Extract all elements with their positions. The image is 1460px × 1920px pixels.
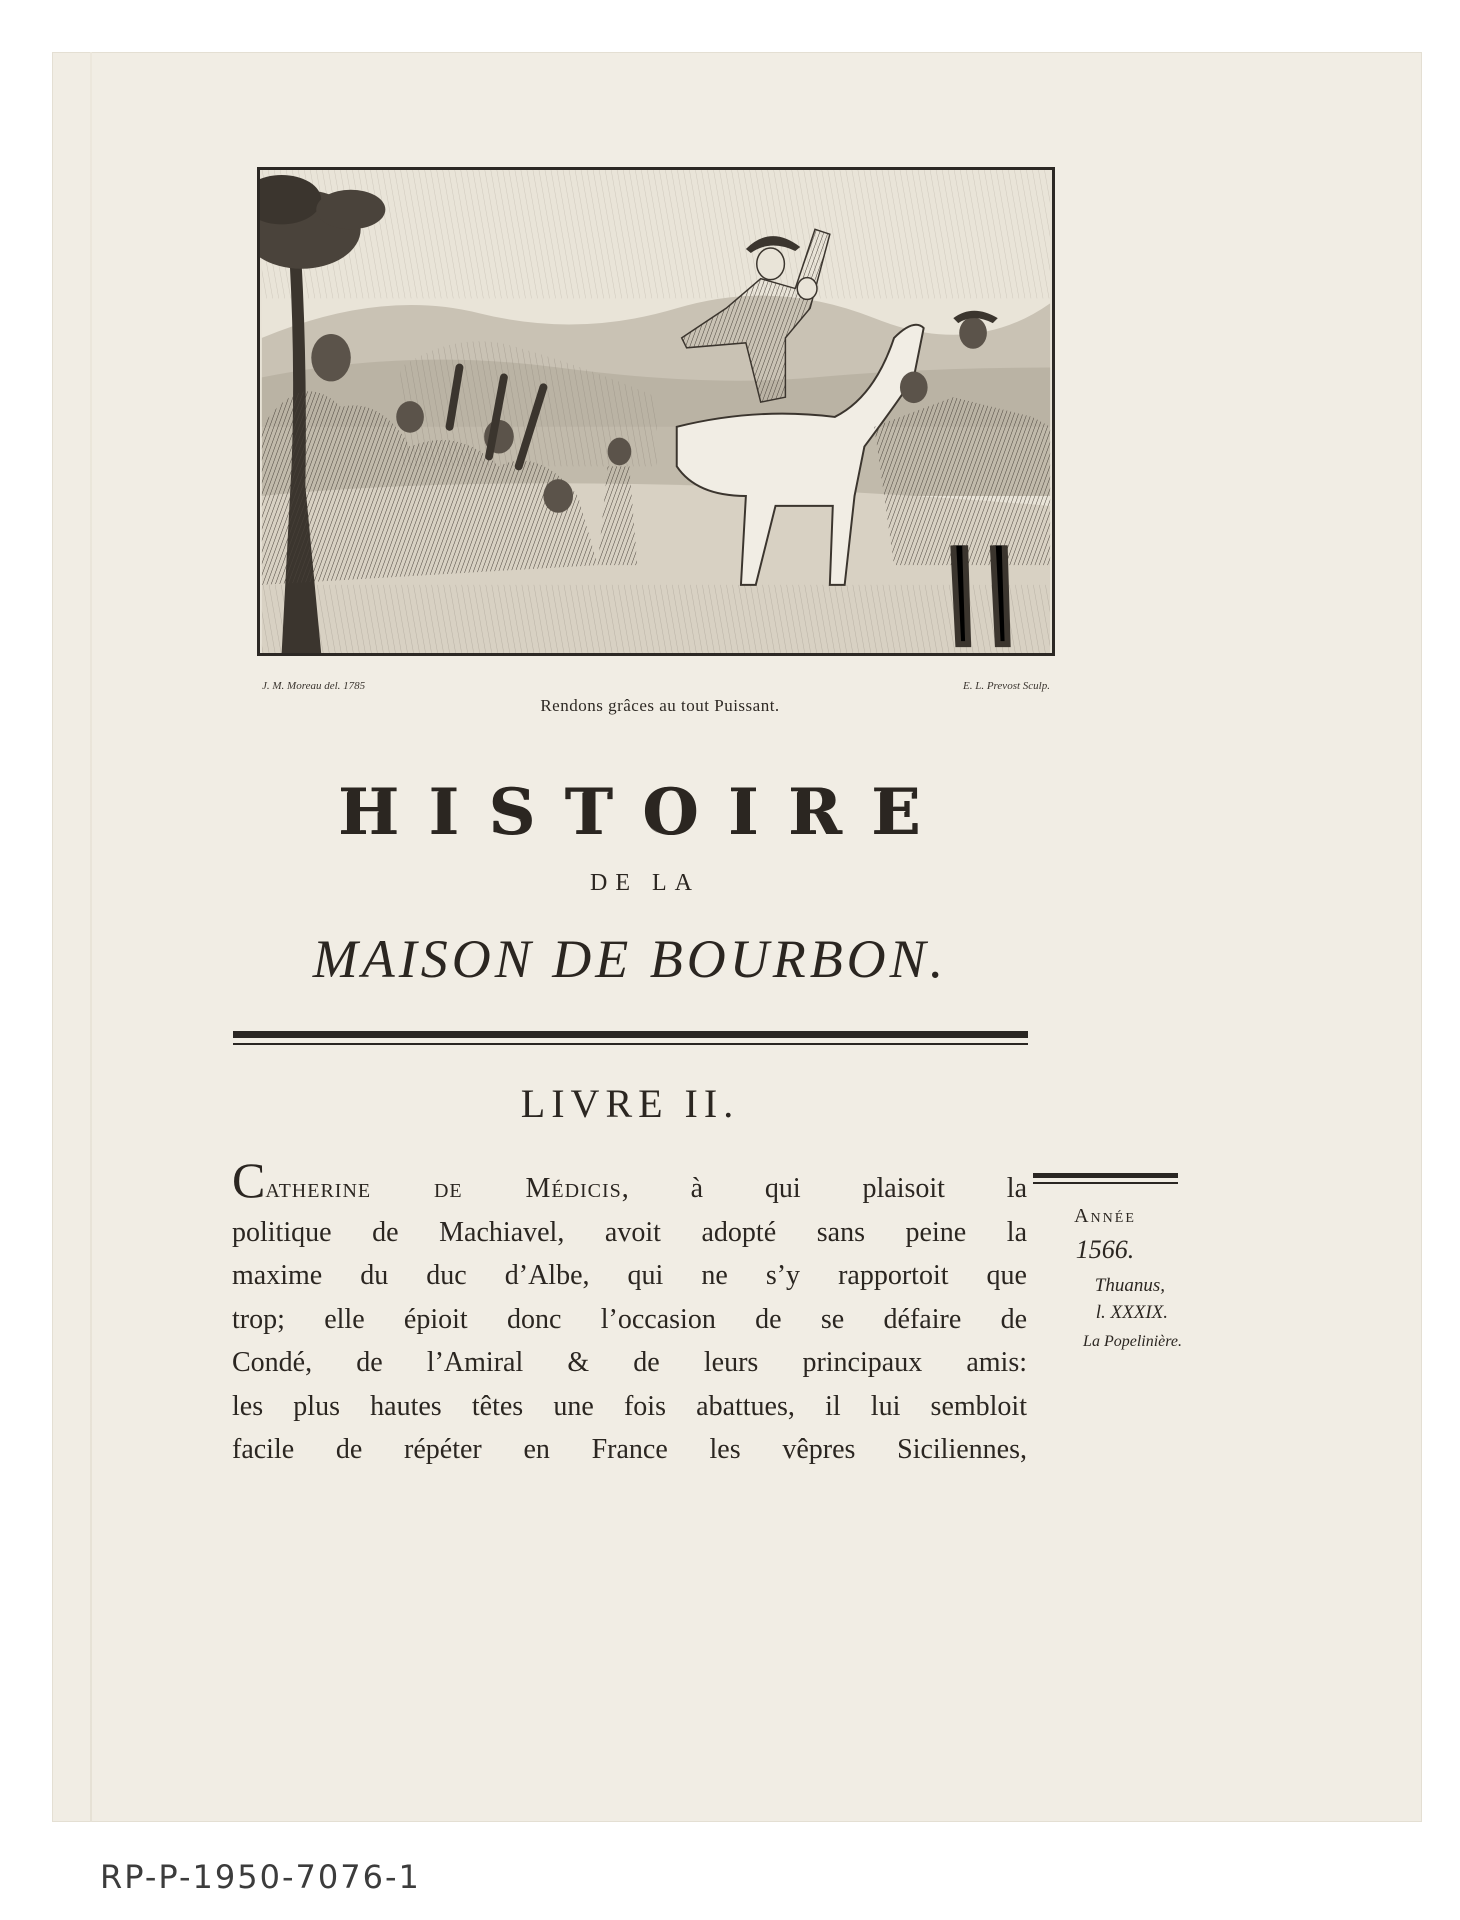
body-line-1-rest: , à qui plaisoit la — [621, 1173, 1027, 1204]
body-line-5: Condé, de l’Amiral & de leurs principaux amis: — [232, 1347, 1027, 1378]
margin-annee: Année — [1074, 1205, 1136, 1227]
drop-cap: C — [232, 1152, 266, 1208]
margin-rule-thick — [1033, 1173, 1178, 1178]
margin-year: 1566. — [1075, 1235, 1135, 1264]
title-maison-de-bourbon: MAISON DE BOURBON. — [312, 929, 948, 989]
body-line-4: trop; elle épioit donc l’occasion de se défaire de — [232, 1303, 1027, 1335]
margin-rule-thin — [1033, 1182, 1178, 1184]
plate-caption: Rendons grâces au tout Puissant. — [540, 696, 780, 715]
body-line-3: maxime du duc d’Albe, qui ne s’y rapportoit que — [232, 1260, 1027, 1291]
engraving-illustration — [260, 170, 1052, 653]
margin-source-popeliniere: La Popelinière. — [1083, 1333, 1182, 1350]
title-rule-thin — [233, 1043, 1028, 1045]
body-line-7: facile de répéter en France les vêpres Siciliennes, — [232, 1434, 1027, 1465]
margin-source-book: l. XXXIX. — [1095, 1302, 1168, 1323]
plate-credit-engraver: E. L. Prevost Sculp. — [963, 680, 1050, 692]
paper-fold — [90, 52, 92, 1822]
title-rule-thick — [233, 1031, 1028, 1038]
engraving-plate — [257, 167, 1055, 656]
body-line-1 — [232, 1152, 1027, 1211]
body-line-6: les plus hautes têtes une fois abattues, il lui sembloit — [232, 1390, 1027, 1422]
body-paragraph — [232, 1152, 1027, 1472]
title-histoire: HISTOIRE — [339, 775, 951, 850]
lead-name: atherine de Médicis — [265, 1173, 622, 1204]
title-de-la: DE LA — [590, 870, 700, 896]
accession-number: RP-P-1950-7076-1 — [100, 1858, 421, 1896]
plate-credit-draughtsman: J. M. Moreau del. 1785 — [262, 680, 366, 692]
book-heading: LIVRE II. — [520, 1081, 740, 1126]
body-line-2: politique de Machiavel, avoit adopté sans peine la — [232, 1216, 1027, 1248]
margin-source-thuanus: Thuanus, — [1094, 1275, 1165, 1296]
